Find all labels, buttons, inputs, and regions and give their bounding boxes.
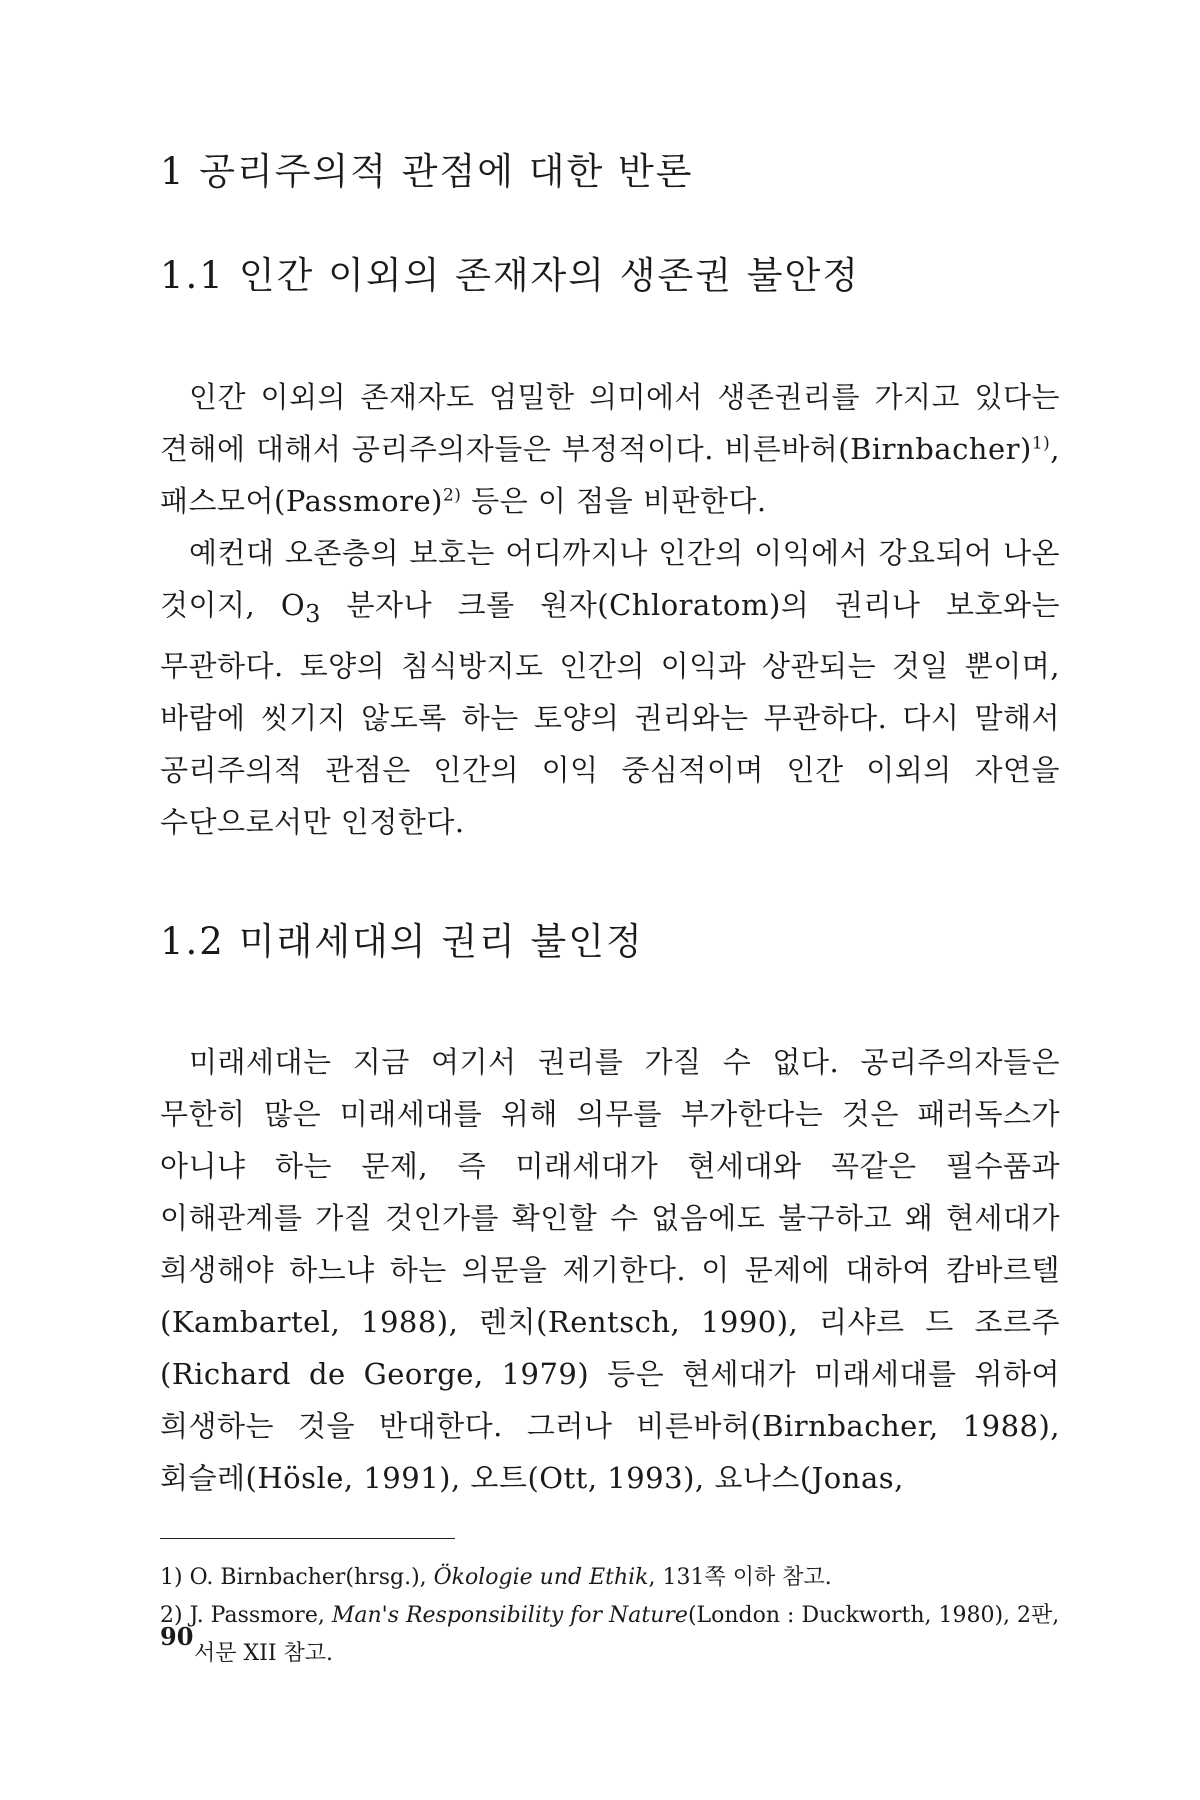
footnote-ref: 2) — [442, 485, 462, 506]
footnote-title: Man's Responsibility for Nature — [331, 1602, 688, 1628]
page-body — [160, 150, 1060, 1673]
paragraph: 미래세대는 지금 여기서 권리를 가질 수 없다. 공리주의자들은 무한히 많은 미래세대를 위해 의무를 부가한다는 것은 패러독스가 아니냐 하는 문제, 즉 미래세대가 현세대와 꼭같은 필수품과 이해관계를 가질 것인가를 확인할 수 없음에도 불구하고 왜 현세대가 희생해야 하느냐 하는 의문을 제기한다. 이 문제에 대하여 캄바르텔(Kambartel, 1988), 렌치(Rentsch, 1990), 리샤르 드 조르주(Richard de George, 1979) 등은 현세대가 미래세대를 위하여 희생하는 것을 반대한다. 그러나 비른바허(Birnbacher, 1988), 회슬레(Hösle, 1991), 오트(Ott, 1993), 요나스(Jonas, — [160, 1044, 1060, 1495]
footnote-marker: 2) — [160, 1602, 183, 1628]
section-heading-1-2 — [160, 920, 1060, 964]
footnote — [160, 1559, 1060, 1597]
page-number: 90 — [160, 1622, 194, 1651]
subscript: 3 — [305, 599, 321, 628]
chapter-title: 1 공리주의적 관점에 대한 반론 — [160, 150, 694, 193]
footnote — [160, 1597, 1060, 1673]
section-number: 1.2 — [160, 919, 225, 963]
paragraph — [160, 527, 1060, 848]
paragraph-text: 분자나 크롤 원자(Chloratom)의 권리나 보호와는 무관하다. 토양의 침식방지도 인간의 이익과 상관되는 것일 뿐이며, 바람에 씻기지 않도록 하는 토양의 권리와는 무관하다. 다시 말해서 공리주의적 관점은 인간의 이익 중심적이며 인간 이외의 자연을 수단으로서만 인정한다. — [160, 587, 1060, 839]
footnote-text: , 131쪽 이하 참고. — [648, 1564, 832, 1590]
footnote-text: (London : Duckworth, 1980), 2판, 서문 XII 참고. — [194, 1602, 1060, 1666]
footnote-text: O. Birnbacher(hrsg.), — [182, 1564, 434, 1590]
footnote-ref: 1) — [1031, 433, 1051, 454]
paragraph — [160, 371, 1060, 527]
section-number: 1.1 — [160, 254, 225, 298]
paragraph-text: 인간 이외의 존재자도 엄밀한 의미에서 생존권리를 가지고 있다는 견해에 대해서 공리주의자들은 부정적이다. 비른바허(Birnbacher) — [160, 379, 1060, 466]
footnote-marker: 1) — [160, 1564, 183, 1590]
footnote-title: Ökologie und Ethik — [433, 1564, 649, 1590]
paragraph-text: , 패스모어(Passmore) — [160, 431, 1060, 518]
section-heading-1-1 — [160, 254, 1060, 298]
footnote-text: J. Passmore, — [182, 1602, 332, 1628]
section-title-text: 인간 이외의 존재자의 생존권 불안정 — [238, 254, 861, 298]
section-title-text: 미래세대의 권리 불인정 — [238, 919, 644, 963]
paragraph-text: 예컨대 오존층의 보호는 어디까지나 인간의 이익에서 강요되어 나온 것이지, O — [160, 535, 1060, 622]
paragraph-text: 등은 이 점을 비판한다. — [461, 483, 767, 518]
footnote-divider — [160, 1538, 455, 1539]
spacer — [160, 848, 1060, 920]
